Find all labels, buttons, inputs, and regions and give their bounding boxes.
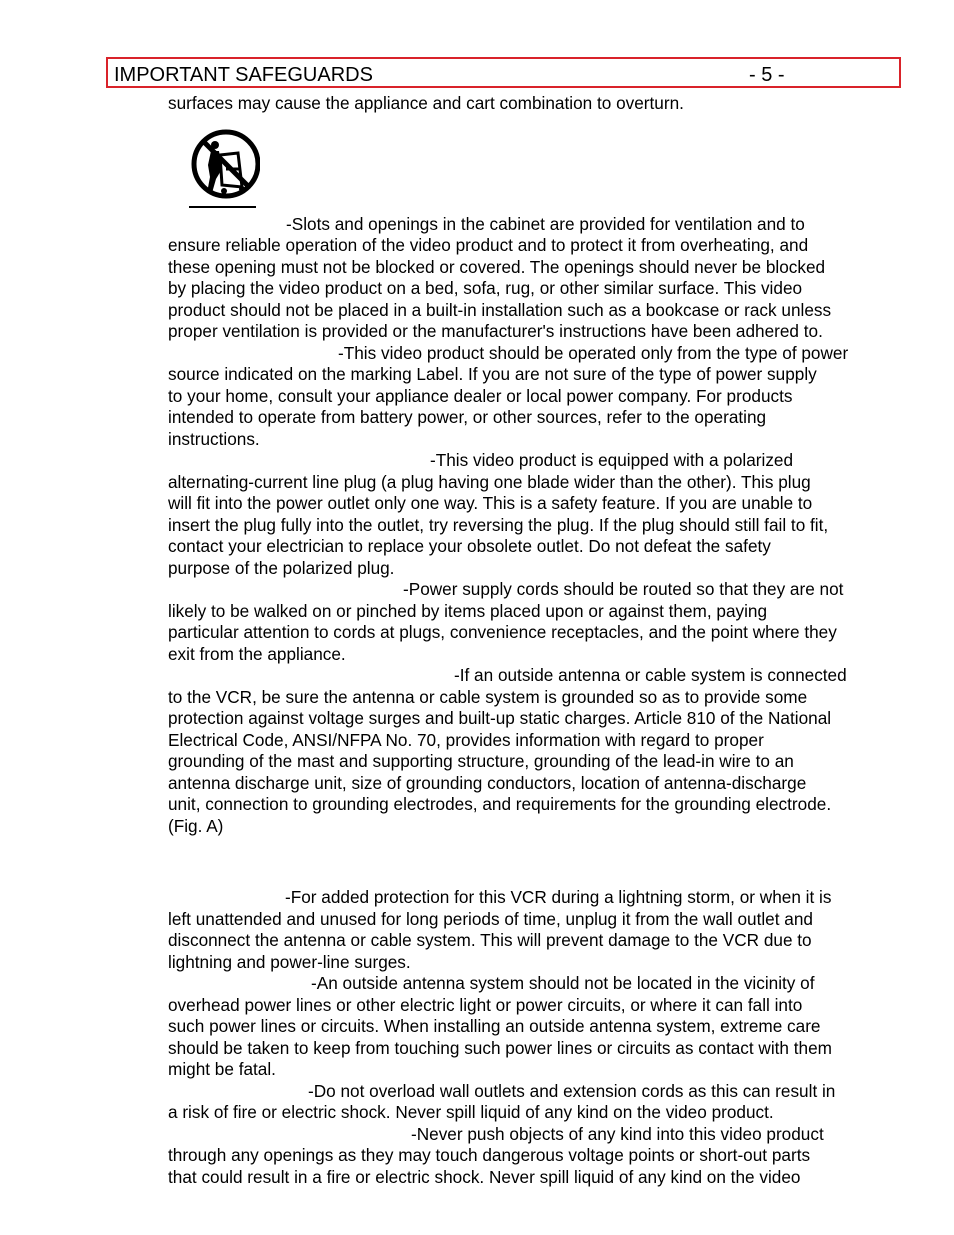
paragraph-object-entry: -Never push objects of any kind into this video product through any openings as they may touch dangerous voltage points or short-out parts that could result in a fire or electric shock. Never spill liquid of any kind on the video [168,1123,824,1187]
paragraph-cart: surfaces may cause the appliance and cart combination to overturn. [168,93,684,113]
paragraph-cord-protection: -Power supply cords should be routed so that they are not likely to be walked on or pinched by items placed upon or against them, paying particular attention to cords at plugs, convenience receptacles, and the point where they exit from the appliance. [168,579,844,664]
cart-tip-over-warning-icon [186,125,260,211]
paragraph-ventilation: -Slots and openings in the cabinet are provided for ventilation and to ensure reliable operation of the video product and to protect it from overheating, and these opening must not be blocked or covered. The openings should never be blocked by placing the video product on a bed, sofa, rug, or other similar surface. This video product should not be placed in a built-in installation such as a bookcase or rack unless proper ventilation is provided or the manufacturer's instructions have been adhered to. [168,213,832,341]
paragraph-polarization: -This video product is equipped with a polarized alternating-current line plug (a plug having one blade wider than the other). This plug will fit into the power outlet only one way. This is a safety feature. If you are unable to insert the plug fully into the outlet, try reversing the plug. If the plug should still fail to fit, contact your electrician to replace your obsolete outlet. Do not defeat the safety purpose of the polarized plug. [168,450,829,578]
page-number: - 5 - [749,64,785,86]
page-title: IMPORTANT SAFEGUARDS [114,64,373,86]
paragraph-power-sources: -This video product should be operated only from the type of power source indicated on the marking Label. If you are not sure of the type of power supply to your home, consult your appliance dealer or local power company. For products intended to operate from battery power, or other sources, refer to the operating instructions. [168,342,849,449]
paragraph-overloading: -Do not overload wall outlets and extension cords as this can result in a risk of fire or electric shock. Never spill liquid of any kind on the video product. [168,1080,836,1122]
figure-gap [168,837,908,887]
paragraph-power-lines: -An outside antenna system should not be located in the vicinity of overhead power lines or other electric light or power circuits, or where it can fall into such power lines or circuits. When installing an outside antenna system, extreme care should be taken to keep from touching such power lines or circuits as contact with them might be fatal. [168,973,832,1079]
paragraph-grounding: -If an outside antenna or cable system is connected to the VCR, be sure the antenna or cable system is grounded so as to provide some protection against voltage surges and built-up static charges. Article 810 of the National Electrical Code, ANSI/NFPA No. 70, provides information with regard to proper grounding of the mast and supporting structure, grounding of the lead-in wire to an antenna discharge unit, size of grounding conductors, location of antenna-discharge unit, connection to grounding electrodes, and requirements for the grounding electrode. (Fig. A) [168,665,847,836]
page-header [106,57,901,88]
document-body [168,93,908,1188]
paragraph-lightning: -For added protection for this VCR during a lightning storm, or when it is left unattended and unused for long periods of time, unplug it from the wall outlet and disconnect the antenna or cable system. This will prevent damage to the VCR due to lightning and power-line surges. [168,887,832,972]
